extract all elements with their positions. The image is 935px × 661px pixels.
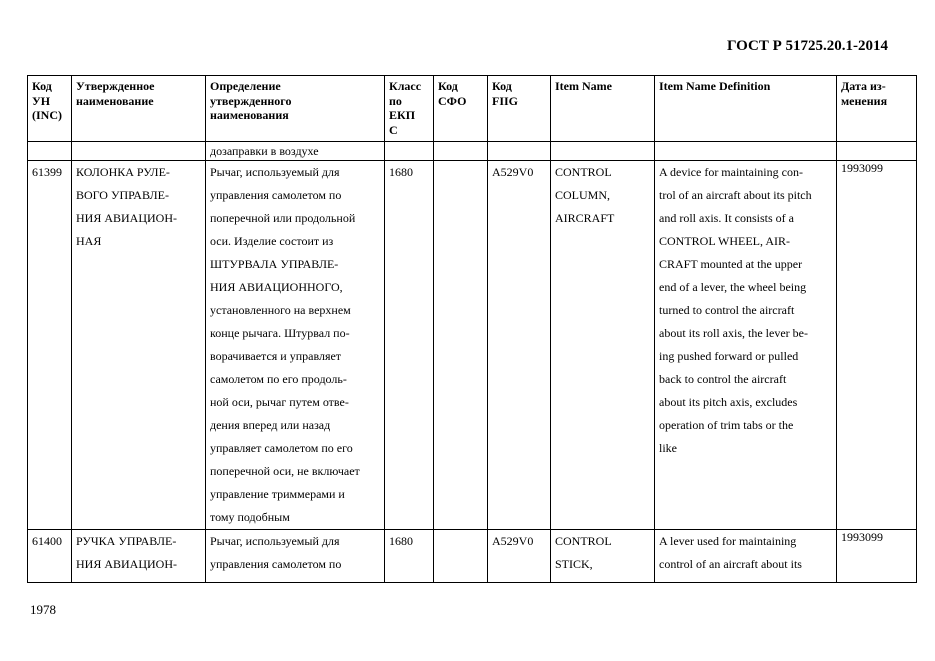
standard-code: ГОСТ Р 51725.20.1-2014 <box>726 38 888 54</box>
cell-code: 61400 <box>28 530 72 583</box>
cell-item-definition: A lever used for maintaining control of an aircraft about its <box>655 530 837 583</box>
classification-table <box>27 75 917 583</box>
cell-date: 1993099 <box>837 161 917 530</box>
table-row <box>28 530 917 583</box>
cell-definition: Рычаг, используемый для управления самолетом по <box>206 530 385 583</box>
col-header-approved-name: Утвержденное наименование <box>72 76 206 142</box>
col-header-item-name: Item Name <box>551 76 655 142</box>
cell-class: 1680 <box>385 530 434 583</box>
cell-class: 1680 <box>385 161 434 530</box>
cell-approved-name: КОЛОНКА РУЛЕ- ВОГО УПРАВЛЕ- НИЯ АВИАЦИОН- НАЯ <box>72 161 206 530</box>
cell-sfo <box>434 530 488 583</box>
cell-sfo <box>434 161 488 530</box>
cell-code: 61399 <box>28 161 72 530</box>
cell-fiig: A529V0 <box>488 161 551 530</box>
table-row <box>28 161 917 530</box>
col-header-date: Дата из- менения <box>837 76 917 142</box>
col-header-code: Код УН (INC) <box>28 76 72 142</box>
col-header-definition: Определение утвержденного наименования <box>206 76 385 142</box>
cell-item-name: CONTROL STICK, <box>551 530 655 583</box>
cell-definition: Рычаг, используемый для управления самолетом по поперечной или продольной оси. Изделие состоит из ШТУРВАЛА УПРАВЛЕ- НИЯ АВИАЦИОННОГО, установленного на верхнем конце рычага. Штурвал по- ворачивается и управляет самолетом по его продоль- ной оси, рычаг путем отве- дения вперед или назад управляет самолетом по его поперечной оси, не включает управление триммерами и тому подобным <box>206 161 385 530</box>
cell-item-definition: A device for maintaining con- trol of an aircraft about its pitch and roll axis. It consists of a CONTROL WHEEL, AIR- CRAFT mounted at the upper end of a lever, the wheel being turned to control the aircraft about its roll axis, the lever be- ing pushed forward or pulled back to control the aircraft about its pitch axis, excludes operation of trim tabs or the like <box>655 161 837 530</box>
col-header-sfo: Код СФО <box>434 76 488 142</box>
cell-fiig: A529V0 <box>488 530 551 583</box>
cell-item-name: CONTROL COLUMN, AIRCRAFT <box>551 161 655 530</box>
table-header-row <box>28 76 917 142</box>
cell-approved-name: РУЧКА УПРАВЛЕ- НИЯ АВИАЦИОН- <box>72 530 206 583</box>
continuation-text: дозаправки в воздухе <box>206 142 385 161</box>
page-number: 1978 <box>30 602 56 617</box>
continuation-row <box>28 142 917 161</box>
col-header-item-definition: Item Name Definition <box>655 76 837 142</box>
col-header-fiig: Код FIIG <box>488 76 551 142</box>
cell-date: 1993099 <box>837 530 917 583</box>
col-header-class: Класс по ЕКП С <box>385 76 434 142</box>
